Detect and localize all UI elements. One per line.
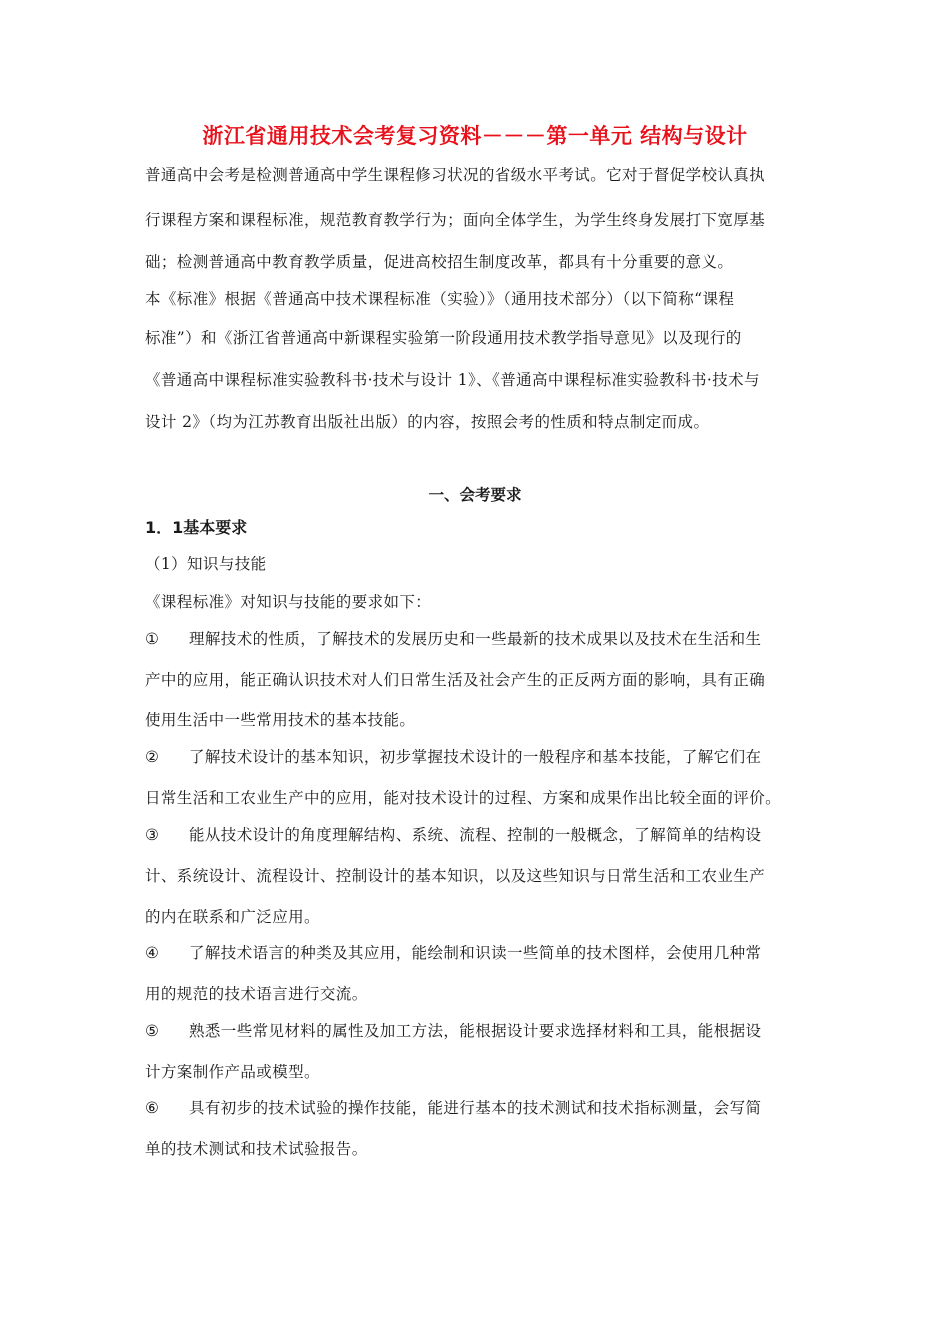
item-text: 熟悉一些常见材料的属性及加工方法，能根据设计要求选择材料和工具，能根据设 xyxy=(189,1022,762,1040)
item-text: 具有初步的技术试验的操作技能，能进行基本的技术测试和技术指标测量，会写简 xyxy=(189,1099,762,1117)
subsection-heading: 1．1基本要求 xyxy=(145,518,248,537)
subsubsection-heading: （1）知识与技能 xyxy=(145,555,267,573)
item-text: 能从技术设计的角度理解结构、系统、流程、控制的一般概念，了解简单的结构设 xyxy=(189,826,762,844)
item-number: ① xyxy=(145,630,160,648)
item-text: 了解技术语言的种类及其应用，能绘制和识读一些简单的技术图样，会使用几种常 xyxy=(189,944,762,962)
item-continuation: 使用生活中一些常用技术的基本技能。 xyxy=(145,711,416,729)
item-continuation: 用的规范的技术语言进行交流。 xyxy=(145,985,368,1003)
item-number: ⑥ xyxy=(145,1099,160,1117)
section-heading: 一、会考要求 xyxy=(428,486,522,504)
item-number: ⑤ xyxy=(145,1022,160,1040)
item-continuation: 计方案制作产品或模型。 xyxy=(145,1063,320,1081)
intro-line: 普通高中会考是检测普通高中学生课程修习状况的省级水平考试。它对于督促学校认真执 xyxy=(145,166,766,184)
item-text: 了解技术设计的基本知识，初步掌握技术设计的一般程序和基本技能，了解它们在 xyxy=(189,748,762,766)
list-item xyxy=(145,627,761,649)
item-number: ③ xyxy=(145,826,160,844)
item-continuation: 产中的应用，能正确认识技术对人们日常生活及社会产生的正反两方面的影响，具有正确 xyxy=(145,671,766,689)
basis-line: 《普通高中课程标准实验教科书·技术与设计 1》、《普通高中课程标准实验教科书·技术与 xyxy=(145,371,760,389)
list-item xyxy=(145,823,761,845)
item-text: 理解技术的性质，了解技术的发展历史和一些最新的技术成果以及技术在生活和生 xyxy=(189,630,762,648)
document-title: 浙江省通用技术会考复习资料－－－第一单元 结构与设计 xyxy=(202,124,748,148)
list-item xyxy=(145,745,761,767)
intro-line: 础；检测普通高中教育教学质量，促进高校招生制度改革，都具有十分重要的意义。 xyxy=(145,253,734,271)
list-item xyxy=(145,1019,761,1041)
basis-line: 标准”）和《浙江省普通高中新课程实验第一阶段通用技术教学指导意见》以及现行的 xyxy=(145,329,742,347)
list-item xyxy=(145,1096,761,1118)
intro-line: 行课程方案和课程标准，规范教育教学行为；面向全体学生，为学生终身发展打下宽厚基 xyxy=(145,211,766,229)
lead-line: 《课程标准》对知识与技能的要求如下： xyxy=(145,593,432,611)
basis-line: 本《标准》根据《普通高中技术课程标准（实验）》（通用技术部分）（以下简称“课程 xyxy=(145,290,735,308)
item-continuation: 日常生活和工农业生产中的应用，能对技术设计的过程、方案和成果作出比较全面的评价。 xyxy=(145,789,782,807)
basis-line: 设计 2》（均为江苏教育出版社出版）的内容，按照会考的性质和特点制定而成。 xyxy=(145,413,710,431)
item-continuation: 的内在联系和广泛应用。 xyxy=(145,908,320,926)
item-continuation: 计、系统设计、流程设计、控制设计的基本知识，以及这些知识与日常生活和工农业生产 xyxy=(145,867,766,885)
item-number: ④ xyxy=(145,944,160,962)
item-number: ② xyxy=(145,748,160,766)
list-item xyxy=(145,941,761,963)
item-continuation: 单的技术测试和技术试验报告。 xyxy=(145,1140,368,1158)
